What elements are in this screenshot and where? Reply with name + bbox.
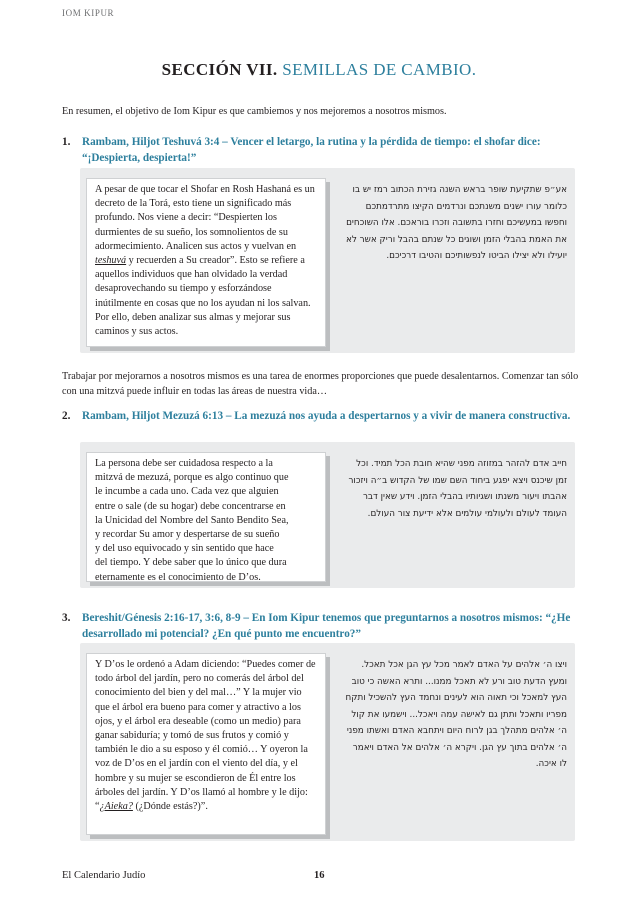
source-box-3 — [80, 643, 575, 841]
spanish-translation-box — [86, 653, 326, 835]
source-number: 3. — [62, 612, 71, 624]
source-heading-3 — [62, 611, 582, 642]
spanish-translation-box — [86, 452, 326, 582]
footer-publication: El Calendario Judío — [62, 870, 146, 881]
source-box-2 — [80, 442, 575, 588]
emphasized-term: teshuvá — [95, 255, 127, 267]
source-number: 1. — [62, 136, 71, 148]
section-number: SECCIÓN VII. — [161, 60, 278, 79]
emphasized-term: ¿Aieka? — [99, 801, 133, 813]
section-name: SEMILLAS DE CAMBIO. — [282, 60, 477, 79]
hebrew-source-text: חייב אדם להזהר במזוזה מפני שהיא חובת הכל תמיד. וכל זמן שיכנס ויצא יפגע ביחוד השם שמו של הקדוש ב״ה ויזכור אהבתו ויעור משנתו ושגיותיו בהבלי הזמן. וידע שאין דבר העומד לעולם ולעולמי עולמים אלא ידיעת צור העולם. — [348, 459, 567, 519]
source-heading-text: Rambam, Hiljot Teshuvá 3:4 – Vencer el letargo, la rutina y la pérdida de tiempo: el shofar dice: “¡Despierta, despierta!” — [82, 136, 541, 164]
running-head: IOM KIPUR — [62, 8, 115, 18]
intro-paragraph: En resumen, el objetivo de Iom Kipur es que cambiemos y nos mejoremos a nosotros mismos. — [62, 106, 447, 117]
page-number: 16 — [314, 870, 325, 881]
spanish-translation: Y D’os le ordenó a Adam diciendo: “Puedes comer de todo árbol del jardín, pero no comerás del árbol del conocimiento del bien y del mal…” Y la mujer vio que el árbol era bueno para comer y atractivo a los ojos, y el árbol era deseable (como un medio) para ganar sabiduría; y tomó de sus frutos y comió y también le dio a su esposo y él comió… Y oyeron la voz de D’os en el jardín con el viento del día, y el hombre y su mujer se escondieron de Él entre los árboles del jardín. Y D’os llamó al hombre y le dijo: “¿Aieka? (¿Dónde estás?)”. — [95, 659, 316, 813]
source-heading-text: Rambam, Hiljot Mezuzá 6:13 – La mezuzá nos ayuda a despertarnos y a vivir de manera constructiva. — [82, 410, 571, 422]
spanish-translation-box — [86, 178, 326, 347]
spanish-translation: La persona debe ser cuidadosa respecto a la mitzvá de mezuzá, porque es algo continuo que le incumbe a cada uno. Cada vez que alguien entre o sale (de su hogar) debe concentrarse en la Unicidad del Nombre del Santo Bendito Sea, y recordar Su amor y despertarse de su sueño y del uso equivocado y sin sentido que hace del tiempo. Y debe saber que lo único que dura eternamente es el conocimiento de D’os. — [95, 458, 289, 583]
source-heading-text: Bereshit/Génesis 2:16-17, 3:6, 8-9 – En Iom Kipur tenemos que preguntarnos a nosotros mismos: “¿He desarrollado mi potencial? ¿En qué punto me encuentro?” — [82, 612, 571, 640]
hebrew-source-text: אע״פ שתקיעת שופר בראש השנה גזירת הכתוב רמז יש בו כלומר עורו ישנים משנתכם ונרדמים הקיצו מתרדמתכם וחפשו במעשיכם וחזרו בתשובה וזכרו בוראכם. אלו השוכחים את האמת בהבלי הזמן ושוגים כל שנתם בהבל וריק אשר לא יועילו ולא יצילו הביטו לנפשותיכם והטיבו דרכיכם. — [346, 185, 567, 261]
transition-paragraph: Trabajar por mejorarnos a nosotros mismos es una tarea de enormes proporciones que puede desalentarnos. Comenzar tan sólo con una mitzvá puede influir en todas las áreas de nuestra vida… — [62, 371, 579, 397]
source-heading-1 — [62, 135, 582, 166]
source-number: 2. — [62, 410, 71, 422]
spanish-translation: A pesar de que tocar el Shofar en Rosh Hashaná es un decreto de la Torá, esto tiene un significado más profundo. Nos viene a decir: “Despierten los durmientes de su sueño, los somnolientos de su adormecimiento. Analicen sus actos y vuelvan en teshuvá y recuerden a Su creador”. Esto se refiere a aquellos individuos que han olvidado la verdad desaprovechando su tiempo y esforzándose inútilmente en cosas que no los ayudan ni los salvan. Por ello, deben analizar sus almas y mejorar sus caminos y sus actos. — [95, 184, 315, 338]
source-box-1 — [80, 168, 575, 353]
section-title — [0, 60, 638, 80]
source-heading-2 — [62, 409, 582, 425]
hebrew-source-text: ויצו ה׳ אלהים על האדם לאמר מכל עץ הגן אכל תאכל. ומעץ הדעת טוב ורע לא תאכל ממנו... ותרא האשה כי טוב העץ למאכל וכי תאוה הוא לעינים ונחמד העץ להשכיל ותקח מפריו ותאכל ותתן גם לאישה עמה ויאכל... וישמעו את קול ה׳ אלהים מתהלך בגן לרוח היום ויתחבא האדם ואשתו מפני ה׳ אלהים בתוך עץ הגן. ויקרא ה׳ אלהים אל האדם ויאמר לו איכה. — [345, 660, 567, 769]
